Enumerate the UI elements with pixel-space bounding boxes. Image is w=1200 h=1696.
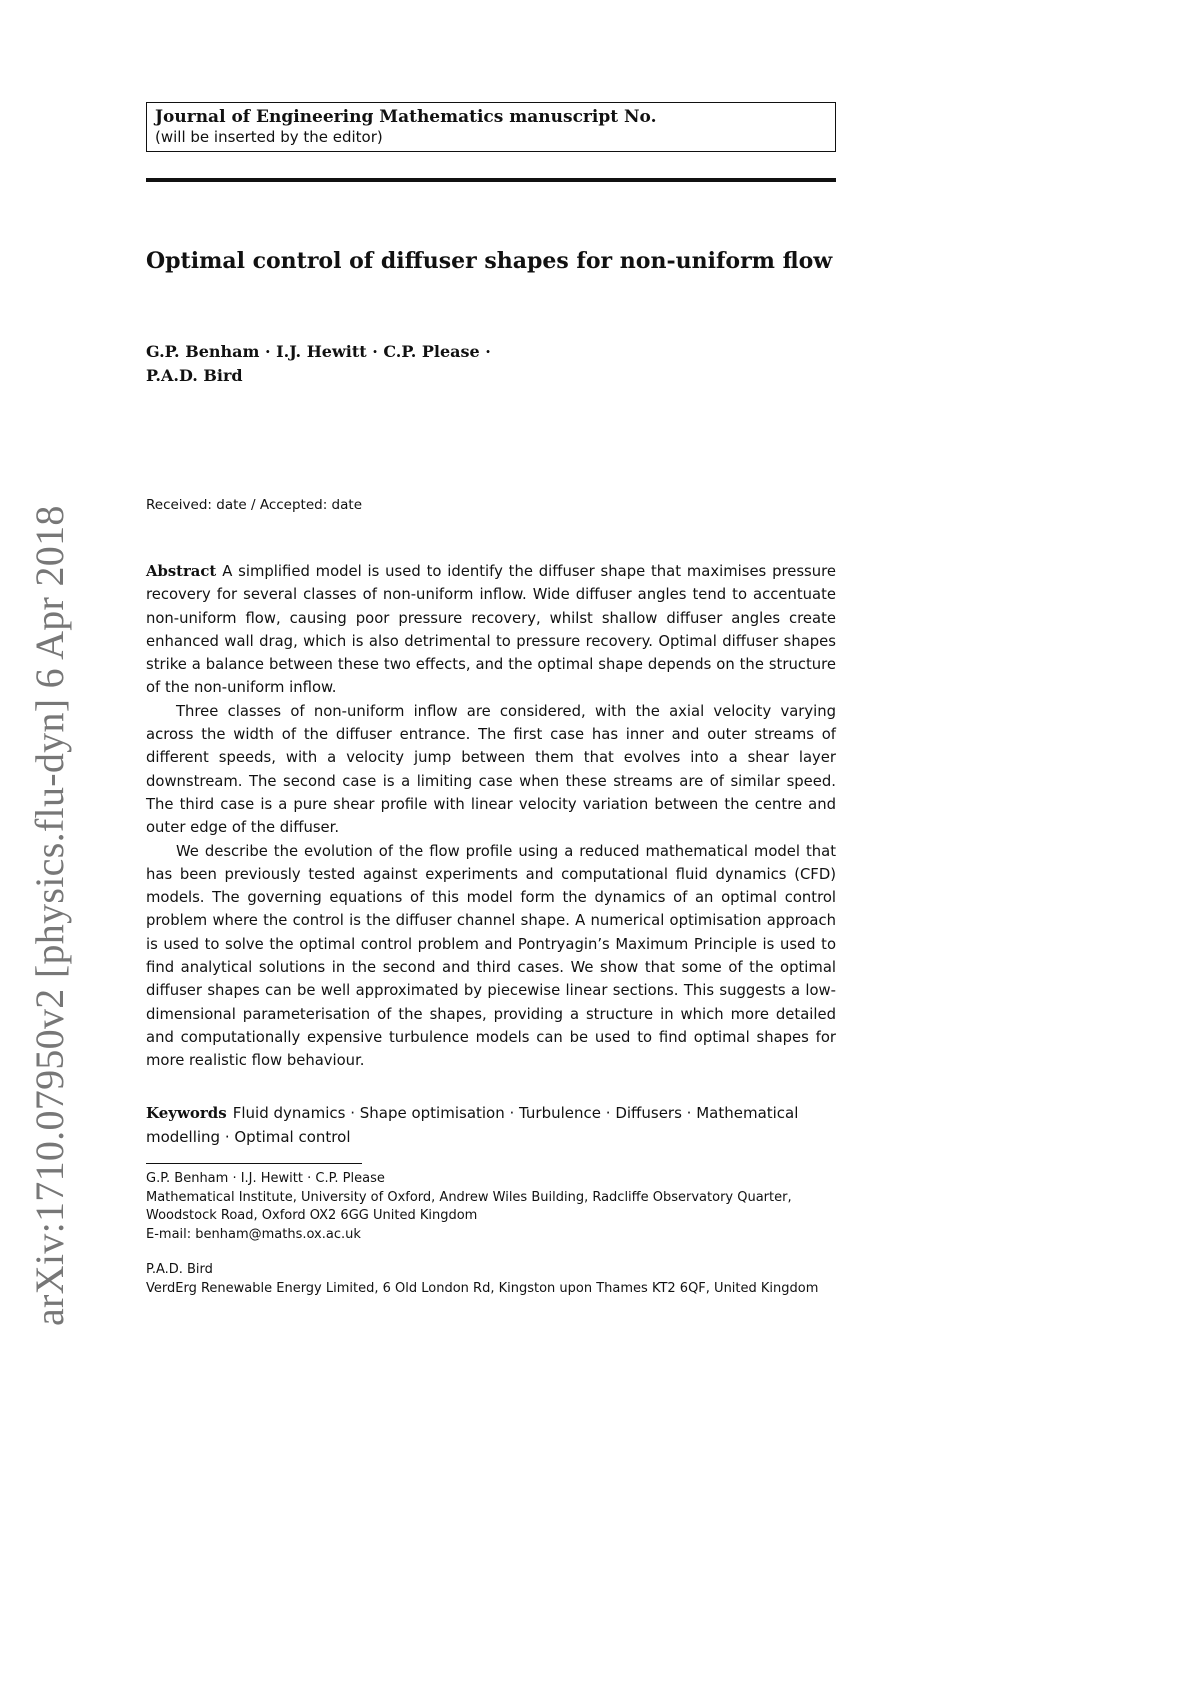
abstract-label: Abstract (146, 563, 217, 580)
editor-note: (will be inserted by the editor) (155, 128, 383, 146)
author-line-2: P.A.D. Bird (146, 366, 243, 385)
footnote-rule (146, 1163, 362, 1164)
journal-header-box (146, 102, 836, 152)
abstract (146, 560, 836, 1073)
author-line-1: G.P. Benham · I.J. Hewitt · C.P. Please · (146, 342, 491, 361)
header-rule (146, 178, 836, 182)
received-date: Received: date / Accepted: date (146, 497, 362, 513)
abstract-paragraph-1 (146, 560, 836, 700)
affiliation-email: E-mail: benham@maths.ox.ac.uk (146, 1226, 361, 1242)
affiliation-verderg (146, 1261, 846, 1298)
journal-name: Journal of Engineering Mathematics manuscript No. (155, 107, 657, 127)
paper-title: Optimal control of diffuser shapes for non-uniform flow (146, 248, 833, 274)
abstract-text-1: A simplified model is used to identify the diffuser shape that maximises pressure recovery for several classes of non-uniform inflow. Wide diffuser angles tend to accentuate non-uniform flow, causing poor pressure recovery, whilst shallow diffuser angles create enhanced wall drag, which is also detrimental to pressure recovery. Optimal diffuser shapes strike a balance between these two effects, and the optimal shape depends on the structure of the non-uniform inflow. (146, 563, 836, 697)
keywords-text: Fluid dynamics · Shape optimisation · Turbulence · Diffusers · Mathematical modelling · Optimal control (146, 1104, 799, 1146)
affiliation-names: P.A.D. Bird (146, 1262, 213, 1277)
affiliation-names: G.P. Benham · I.J. Hewitt · C.P. Please (146, 1171, 385, 1186)
keywords (146, 1102, 836, 1149)
arxiv-identifier: arXiv:1710.07950v2 [physics.flu-dyn] 6 Apr 2018 (27, 505, 72, 1326)
affiliation-address: Mathematical Institute, University of Oxford, Andrew Wiles Building, Radcliffe Observatory Quarter, Woodstock Road, Oxford OX2 6GG United Kingdom (146, 1189, 792, 1223)
keywords-label: Keywords (146, 1104, 227, 1122)
abstract-paragraph-2: Three classes of non-uniform inflow are considered, with the axial velocity varying across the width of the diffuser entrance. The first case has inner and outer streams of different speeds, with a velocity jump between them that evolves into a shear layer downstream. The second case is a limiting case when these streams are of similar speed. The third case is a pure shear profile with linear velocity variation between the centre and outer edge of the diffuser. (146, 702, 836, 837)
abstract-paragraph-3: We describe the evolution of the flow profile using a reduced mathematical model that has been previously tested against experiments and computational fluid dynamics (CFD) models. The governing equations of this model form the dynamics of an optimal control problem where the control is the diffuser channel shape. A numerical optimisation approach is used to solve the optimal control problem and Pontryagin’s Maximum Principle is used to find analytical solutions in the second and third cases. We show that some of the optimal diffuser shapes can be well approximated by piecewise linear sections. This suggests a low-dimensional parameterisation of the shapes, providing a structure in which more detailed and computationally expensive turbulence models can be used to find optimal shapes for more realistic flow behaviour. (146, 842, 836, 1070)
affiliation-oxford (146, 1170, 846, 1244)
author-list (146, 340, 836, 388)
affiliation-address: VerdErg Renewable Energy Limited, 6 Old London Rd, Kingston upon Thames KT2 6QF, United Kingdom (146, 1280, 819, 1296)
